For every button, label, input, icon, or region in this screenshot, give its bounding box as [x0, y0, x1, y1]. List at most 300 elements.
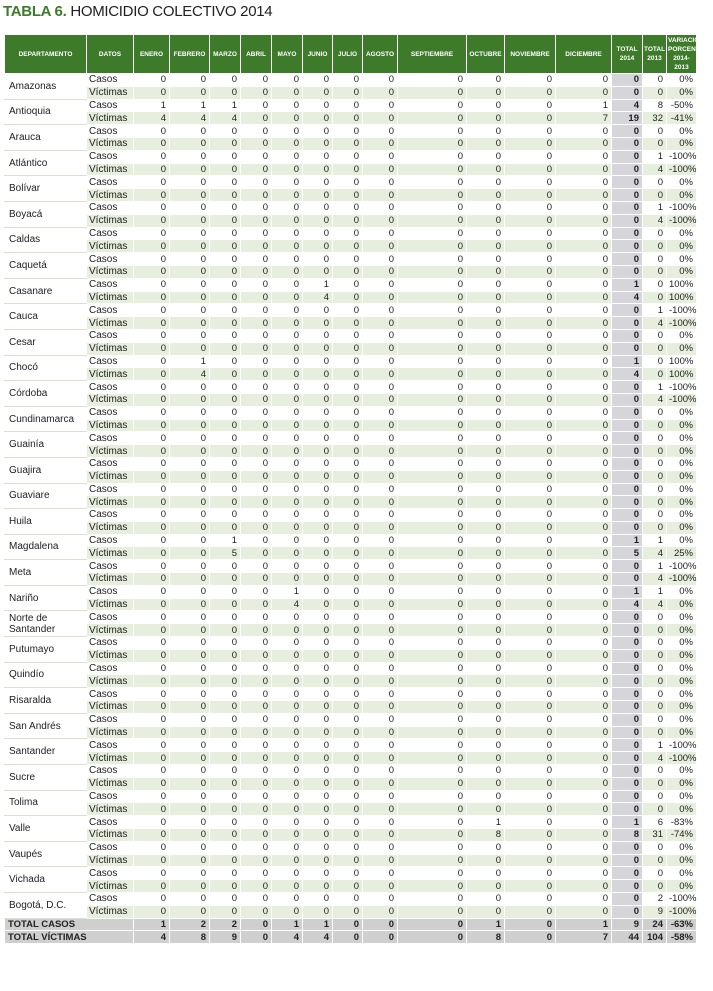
total-value: 1: [272, 918, 303, 931]
value-cell: 0: [505, 624, 556, 637]
variation-cell: -100%: [667, 739, 697, 752]
value-cell: 0: [241, 368, 272, 381]
table-row: [5, 457, 697, 470]
variation-cell: 0%: [667, 253, 697, 266]
value-cell: 0: [363, 355, 398, 368]
value-cell: 0: [303, 713, 333, 726]
value-cell: 0: [272, 214, 303, 227]
variation-cell: 0%: [667, 419, 697, 432]
value-cell: 0: [398, 393, 467, 406]
value-cell: 0: [303, 74, 333, 87]
department-name: Meta: [5, 560, 87, 586]
value-cell: 0: [556, 189, 612, 202]
value-cell: 0: [612, 765, 643, 778]
value-cell: 0: [556, 701, 612, 714]
value-cell: 0: [363, 317, 398, 330]
value-cell: 0: [612, 880, 643, 893]
value-cell: 0: [363, 509, 398, 522]
value-cell: 0: [210, 675, 241, 688]
column-header: DATOS: [87, 35, 134, 74]
value-cell: 0: [210, 829, 241, 842]
value-cell: 0: [134, 483, 170, 496]
value-cell: 0: [333, 240, 363, 253]
value-cell: 0: [333, 99, 363, 112]
value-cell: 0: [134, 688, 170, 701]
value-cell: 0: [398, 368, 467, 381]
value-cell: 0: [643, 726, 667, 739]
value-cell: 0: [170, 585, 210, 598]
value-cell: 0: [333, 816, 363, 829]
table-row: [5, 214, 697, 227]
value-cell: 1: [643, 201, 667, 214]
value-cell: 0: [170, 841, 210, 854]
value-cell: 0: [210, 137, 241, 150]
value-cell: 0: [241, 150, 272, 163]
value-cell: 0: [398, 547, 467, 560]
value-cell: 0: [170, 137, 210, 150]
value-cell: 0: [134, 445, 170, 458]
table-row: [5, 534, 697, 547]
data-type-label: Casos: [87, 483, 134, 496]
value-cell: 0: [556, 739, 612, 752]
value-cell: 0: [333, 739, 363, 752]
value-cell: 0: [333, 393, 363, 406]
department-name: Atlántico: [5, 150, 87, 176]
department-name: San Andrés: [5, 713, 87, 739]
value-cell: 0: [272, 278, 303, 291]
data-type-label: Víctimas: [87, 265, 134, 278]
value-cell: 0: [134, 649, 170, 662]
value-cell: 4: [612, 598, 643, 611]
value-cell: 0: [467, 598, 505, 611]
data-type-label: Víctimas: [87, 86, 134, 99]
value-cell: 0: [241, 905, 272, 918]
value-cell: 0: [363, 304, 398, 317]
value-cell: 0: [505, 432, 556, 445]
value-cell: 0: [612, 393, 643, 406]
value-cell: 0: [210, 611, 241, 624]
value-cell: 4: [612, 368, 643, 381]
data-type-label: Casos: [87, 99, 134, 112]
value-cell: 0: [467, 841, 505, 854]
value-cell: 0: [505, 675, 556, 688]
variation-cell: 0%: [667, 790, 697, 803]
value-cell: 0: [333, 150, 363, 163]
value-cell: 0: [303, 637, 333, 650]
value-cell: 0: [134, 585, 170, 598]
value-cell: 0: [643, 765, 667, 778]
value-cell: 0: [303, 445, 333, 458]
value-cell: 0: [134, 905, 170, 918]
value-cell: 0: [643, 496, 667, 509]
value-cell: 0: [505, 342, 556, 355]
value-cell: 0: [363, 137, 398, 150]
value-cell: 0: [398, 355, 467, 368]
table-number: TABLA 6.: [3, 3, 67, 20]
value-cell: 0: [303, 457, 333, 470]
value-cell: 0: [272, 560, 303, 573]
value-cell: 0: [363, 112, 398, 125]
value-cell: 0: [272, 573, 303, 586]
value-cell: 0: [134, 176, 170, 189]
value-cell: 0: [210, 585, 241, 598]
value-cell: 0: [210, 726, 241, 739]
total-value: 1: [467, 918, 505, 931]
table-row: [5, 201, 697, 214]
value-cell: 0: [241, 201, 272, 214]
value-cell: 0: [272, 637, 303, 650]
department-name: Cesar: [5, 329, 87, 355]
value-cell: 0: [272, 253, 303, 266]
value-cell: 1: [612, 355, 643, 368]
variation-cell: -100%: [667, 393, 697, 406]
data-type-label: Víctimas: [87, 880, 134, 893]
value-cell: 0: [398, 662, 467, 675]
value-cell: 0: [467, 189, 505, 202]
value-cell: 0: [303, 790, 333, 803]
table-row: [5, 86, 697, 99]
value-cell: 1: [643, 381, 667, 394]
table-row: [5, 355, 697, 368]
data-type-label: Casos: [87, 790, 134, 803]
value-cell: 0: [272, 905, 303, 918]
value-cell: 0: [643, 880, 667, 893]
value-cell: 0: [363, 291, 398, 304]
value-cell: 0: [170, 125, 210, 138]
value-cell: 0: [556, 483, 612, 496]
value-cell: 0: [303, 317, 333, 330]
value-cell: 0: [556, 521, 612, 534]
value-cell: 0: [505, 573, 556, 586]
value-cell: 1: [612, 534, 643, 547]
value-cell: 0: [363, 278, 398, 291]
value-cell: 0: [612, 560, 643, 573]
value-cell: 0: [556, 765, 612, 778]
data-type-label: Casos: [87, 381, 134, 394]
total-value: 1: [556, 918, 612, 931]
value-cell: 0: [467, 662, 505, 675]
value-cell: 0: [272, 355, 303, 368]
value-cell: 0: [398, 176, 467, 189]
value-cell: 0: [363, 368, 398, 381]
value-cell: 0: [134, 265, 170, 278]
value-cell: 0: [241, 470, 272, 483]
value-cell: 0: [303, 905, 333, 918]
value-cell: 0: [241, 675, 272, 688]
value-cell: 0: [272, 483, 303, 496]
value-cell: 0: [241, 854, 272, 867]
value-cell: 0: [363, 637, 398, 650]
value-cell: 0: [303, 867, 333, 880]
value-cell: 0: [398, 201, 467, 214]
table-row: [5, 777, 697, 790]
value-cell: 0: [505, 854, 556, 867]
value-cell: 0: [333, 675, 363, 688]
table-row: [5, 317, 697, 330]
value-cell: 0: [134, 867, 170, 880]
value-cell: 0: [363, 534, 398, 547]
value-cell: 0: [333, 688, 363, 701]
value-cell: 0: [134, 240, 170, 253]
value-cell: 0: [170, 163, 210, 176]
value-cell: 0: [333, 419, 363, 432]
value-cell: 0: [170, 880, 210, 893]
value-cell: 0: [556, 829, 612, 842]
department-name: Magdalena: [5, 534, 87, 560]
value-cell: 0: [505, 214, 556, 227]
value-cell: 0: [363, 406, 398, 419]
value-cell: 0: [505, 483, 556, 496]
value-cell: 0: [134, 125, 170, 138]
value-cell: 0: [272, 816, 303, 829]
value-cell: 0: [241, 649, 272, 662]
value-cell: 0: [170, 905, 210, 918]
value-cell: 0: [241, 381, 272, 394]
value-cell: 0: [612, 649, 643, 662]
value-cell: 0: [398, 483, 467, 496]
value-cell: 0: [467, 611, 505, 624]
value-cell: 0: [556, 457, 612, 470]
value-cell: 0: [134, 662, 170, 675]
value-cell: 0: [398, 841, 467, 854]
value-cell: 0: [505, 752, 556, 765]
value-cell: 1: [612, 585, 643, 598]
data-type-label: Víctimas: [87, 342, 134, 355]
value-cell: 0: [210, 739, 241, 752]
value-cell: 0: [210, 713, 241, 726]
value-cell: 0: [272, 739, 303, 752]
variation-cell: 0%: [667, 329, 697, 342]
value-cell: 0: [134, 739, 170, 752]
value-cell: 1: [643, 150, 667, 163]
value-cell: 0: [612, 470, 643, 483]
value-cell: 0: [467, 150, 505, 163]
value-cell: 0: [398, 637, 467, 650]
table-row: [5, 713, 697, 726]
value-cell: 0: [556, 86, 612, 99]
value-cell: 0: [398, 99, 467, 112]
value-cell: 0: [241, 342, 272, 355]
value-cell: 0: [170, 534, 210, 547]
value-cell: 0: [643, 662, 667, 675]
value-cell: 0: [134, 214, 170, 227]
value-cell: 0: [134, 201, 170, 214]
value-cell: 0: [612, 317, 643, 330]
value-cell: 1: [467, 816, 505, 829]
value-cell: 0: [303, 624, 333, 637]
value-cell: 0: [505, 86, 556, 99]
table-row: [5, 189, 697, 202]
value-cell: 0: [363, 777, 398, 790]
variation-cell: 0%: [667, 125, 697, 138]
value-cell: 0: [241, 611, 272, 624]
value-cell: 0: [556, 419, 612, 432]
value-cell: 0: [241, 74, 272, 87]
value-cell: 0: [241, 278, 272, 291]
value-cell: 0: [134, 637, 170, 650]
value-cell: 0: [556, 342, 612, 355]
value-cell: 0: [241, 765, 272, 778]
value-cell: 0: [333, 368, 363, 381]
value-cell: 0: [170, 265, 210, 278]
value-cell: 0: [303, 368, 333, 381]
value-cell: 0: [612, 790, 643, 803]
value-cell: 0: [272, 176, 303, 189]
value-cell: 0: [556, 752, 612, 765]
value-cell: 0: [467, 291, 505, 304]
value-cell: 0: [210, 432, 241, 445]
value-cell: 0: [398, 560, 467, 573]
value-cell: 0: [612, 854, 643, 867]
value-cell: 0: [556, 445, 612, 458]
value-cell: 0: [612, 777, 643, 790]
value-cell: 0: [467, 790, 505, 803]
value-cell: 0: [170, 560, 210, 573]
data-type-label: Casos: [87, 560, 134, 573]
value-cell: 0: [170, 189, 210, 202]
value-cell: 0: [398, 457, 467, 470]
value-cell: 0: [398, 790, 467, 803]
value-cell: 0: [643, 432, 667, 445]
value-cell: 0: [612, 74, 643, 87]
value-cell: 0: [333, 867, 363, 880]
value-cell: 0: [170, 342, 210, 355]
value-cell: 0: [398, 445, 467, 458]
value-cell: 0: [134, 304, 170, 317]
value-cell: 0: [170, 637, 210, 650]
value-cell: 0: [134, 86, 170, 99]
department-name: Amazonas: [5, 74, 87, 100]
value-cell: 0: [505, 278, 556, 291]
value-cell: 0: [643, 368, 667, 381]
value-cell: 0: [467, 125, 505, 138]
value-cell: 0: [210, 393, 241, 406]
value-cell: 0: [556, 726, 612, 739]
value-cell: 0: [303, 688, 333, 701]
variation-cell: 0%: [667, 74, 697, 87]
value-cell: 0: [241, 624, 272, 637]
column-header: VARIACIÓN PORCENTUAL 2014-2013: [667, 35, 697, 74]
value-cell: 0: [505, 99, 556, 112]
value-cell: 1: [643, 304, 667, 317]
department-name: Chocó: [5, 355, 87, 381]
value-cell: 0: [505, 688, 556, 701]
value-cell: 0: [303, 150, 333, 163]
value-cell: 0: [241, 893, 272, 906]
value-cell: 0: [612, 483, 643, 496]
value-cell: 0: [363, 496, 398, 509]
value-cell: 0: [505, 470, 556, 483]
value-cell: 0: [272, 445, 303, 458]
value-cell: 4: [643, 547, 667, 560]
value-cell: 0: [333, 611, 363, 624]
value-cell: 0: [210, 253, 241, 266]
data-type-label: Casos: [87, 611, 134, 624]
value-cell: 0: [210, 649, 241, 662]
value-cell: 0: [134, 777, 170, 790]
value-cell: 0: [363, 150, 398, 163]
value-cell: 0: [210, 509, 241, 522]
value-cell: 0: [333, 509, 363, 522]
value-cell: 0: [134, 342, 170, 355]
value-cell: 0: [556, 509, 612, 522]
value-cell: 0: [134, 329, 170, 342]
value-cell: 0: [170, 419, 210, 432]
variation-cell: 0%: [667, 611, 697, 624]
value-cell: 0: [303, 86, 333, 99]
value-cell: 0: [333, 649, 363, 662]
total-value: 0: [241, 931, 272, 944]
department-name: Guainía: [5, 432, 87, 458]
value-cell: 0: [333, 880, 363, 893]
data-type-label: Casos: [87, 637, 134, 650]
value-cell: 0: [333, 598, 363, 611]
value-cell: 0: [170, 611, 210, 624]
value-cell: 0: [505, 176, 556, 189]
variation-cell: 0%: [667, 406, 697, 419]
value-cell: 0: [363, 227, 398, 240]
table-row: [5, 803, 697, 816]
total-value: -63%: [667, 918, 697, 931]
column-header: TOTAL 2014: [612, 35, 643, 74]
value-cell: 0: [398, 701, 467, 714]
value-cell: 0: [241, 790, 272, 803]
variation-cell: 0%: [667, 777, 697, 790]
value-cell: 0: [612, 265, 643, 278]
value-cell: 0: [303, 521, 333, 534]
value-cell: 1: [170, 355, 210, 368]
table-row: [5, 265, 697, 278]
table-row: [5, 253, 697, 266]
value-cell: 0: [556, 317, 612, 330]
value-cell: 0: [363, 790, 398, 803]
value-cell: 0: [643, 649, 667, 662]
value-cell: 0: [170, 854, 210, 867]
total-label: TOTAL CASOS: [5, 918, 134, 931]
value-cell: 0: [272, 189, 303, 202]
value-cell: 0: [210, 816, 241, 829]
value-cell: 0: [170, 816, 210, 829]
value-cell: 8: [643, 99, 667, 112]
value-cell: 0: [210, 227, 241, 240]
table-row: [5, 329, 697, 342]
department-name: Córdoba: [5, 381, 87, 407]
value-cell: 0: [556, 253, 612, 266]
value-cell: 0: [505, 381, 556, 394]
value-cell: 0: [241, 713, 272, 726]
value-cell: 0: [333, 74, 363, 87]
value-cell: 4: [612, 291, 643, 304]
value-cell: 0: [363, 125, 398, 138]
value-cell: 0: [170, 752, 210, 765]
total-value: 2: [170, 918, 210, 931]
value-cell: 0: [303, 163, 333, 176]
value-cell: 0: [272, 790, 303, 803]
value-cell: 0: [363, 240, 398, 253]
value-cell: 1: [612, 816, 643, 829]
value-cell: 0: [134, 624, 170, 637]
value-cell: 31: [643, 829, 667, 842]
variation-cell: -83%: [667, 816, 697, 829]
value-cell: 0: [170, 483, 210, 496]
value-cell: 0: [333, 329, 363, 342]
value-cell: 0: [170, 227, 210, 240]
value-cell: 0: [363, 841, 398, 854]
value-cell: 0: [398, 739, 467, 752]
value-cell: 0: [333, 445, 363, 458]
value-cell: 0: [643, 137, 667, 150]
value-cell: 0: [333, 534, 363, 547]
